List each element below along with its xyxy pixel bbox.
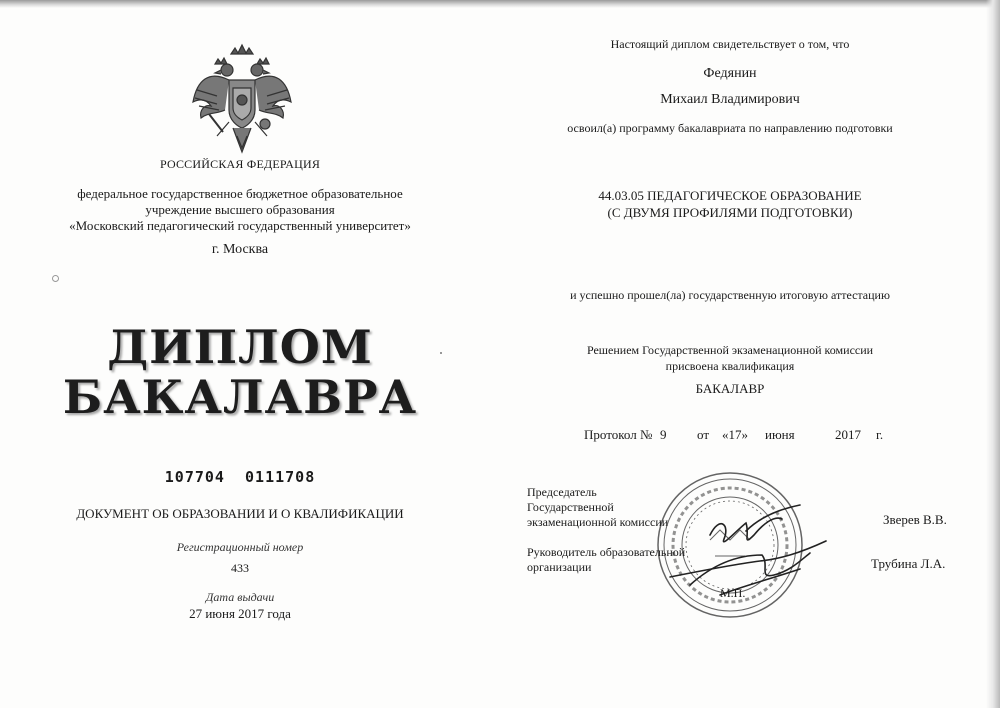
- program-name: [540, 187, 920, 221]
- intro-text: Настоящий диплом свидетельствует о том, что: [610, 37, 850, 51]
- mastered-program-text: освоил(а) программу бакалавриата по направлению подготовки: [567, 121, 893, 135]
- chair-label-line-1: Председатель: [527, 485, 597, 499]
- qualification: БАКАЛАВР: [695, 381, 765, 396]
- paper-dot: [440, 352, 442, 354]
- protocol-from: от: [697, 427, 710, 442]
- decision-line-1: Решением Государственной экзаменационной комиссии: [586, 343, 874, 357]
- protocol-label: Протокол №: [584, 427, 653, 442]
- registration-label: Регистрационный номер: [176, 540, 304, 554]
- head-label-line-2: организации: [527, 560, 592, 574]
- protocol-day: «17»: [722, 427, 748, 442]
- institution-name: [40, 186, 440, 234]
- graduate-given-names: Михаил Владимирович: [660, 92, 800, 107]
- chair-label-line-2: Государственной: [527, 500, 614, 514]
- program-line-2: (С ДВУМЯ ПРОФИЛЯМИ ПОДГОТОВКИ): [607, 205, 853, 220]
- scan-edge-top: [0, 0, 1000, 8]
- seal-mark: М.П.: [720, 586, 746, 600]
- diploma-title-line-1: ДИПЛОМ: [107, 320, 373, 374]
- country-name: РОССИЙСКАЯ ФЕДЕРАЦИЯ: [159, 157, 321, 171]
- chair-label: [527, 485, 668, 530]
- protocol-number: 9: [660, 427, 667, 442]
- issue-date: 27 июня 2017 года: [189, 606, 291, 621]
- institution-line-2: учреждение высшего образования: [145, 202, 335, 217]
- institution-line-3: «Московский педагогический государственный университет»: [69, 218, 411, 233]
- coat-of-arms-icon: [189, 40, 295, 156]
- diploma-title: [60, 322, 420, 422]
- document-type: ДОКУМЕНТ ОБ ОБРАЗОВАНИИ И О КВАЛИФИКАЦИИ: [76, 506, 404, 521]
- head-name: Трубина Л.А.: [871, 556, 946, 571]
- protocol-month: июня: [765, 427, 795, 442]
- city: г. Москва: [211, 242, 269, 257]
- protocol-year: 2017: [835, 427, 861, 442]
- attestation-text: и успешно прошел(ла) государственную итоговую аттестацию: [570, 288, 890, 302]
- decision-line-2: присвоена квалификация: [665, 359, 795, 373]
- graduate-surname: Федянин: [703, 66, 757, 81]
- diploma-title-line-2: БАКАЛАВРА: [62, 370, 418, 424]
- institution-line-1: федеральное государственное бюджетное образовательное: [77, 186, 403, 201]
- paper-spot: [52, 275, 59, 282]
- head-label: [527, 545, 685, 575]
- registration-number: 433: [231, 561, 249, 575]
- chair-label-line-3: экзаменационной комиссии: [527, 515, 669, 529]
- chair-name: Зверев В.В.: [883, 512, 947, 527]
- head-label-line-1: Руководитель образовательной: [527, 545, 686, 559]
- program-line-1: 44.03.05 ПЕДАГОГИЧЕСКОЕ ОБРАЗОВАНИЕ: [598, 188, 862, 203]
- serial-number: 107704 0111708: [164, 468, 316, 486]
- protocol-year-suffix: г.: [876, 427, 884, 442]
- scan-edge-right: [986, 0, 1000, 708]
- issue-date-label: Дата выдачи: [205, 590, 275, 604]
- commission-decision: [540, 342, 920, 374]
